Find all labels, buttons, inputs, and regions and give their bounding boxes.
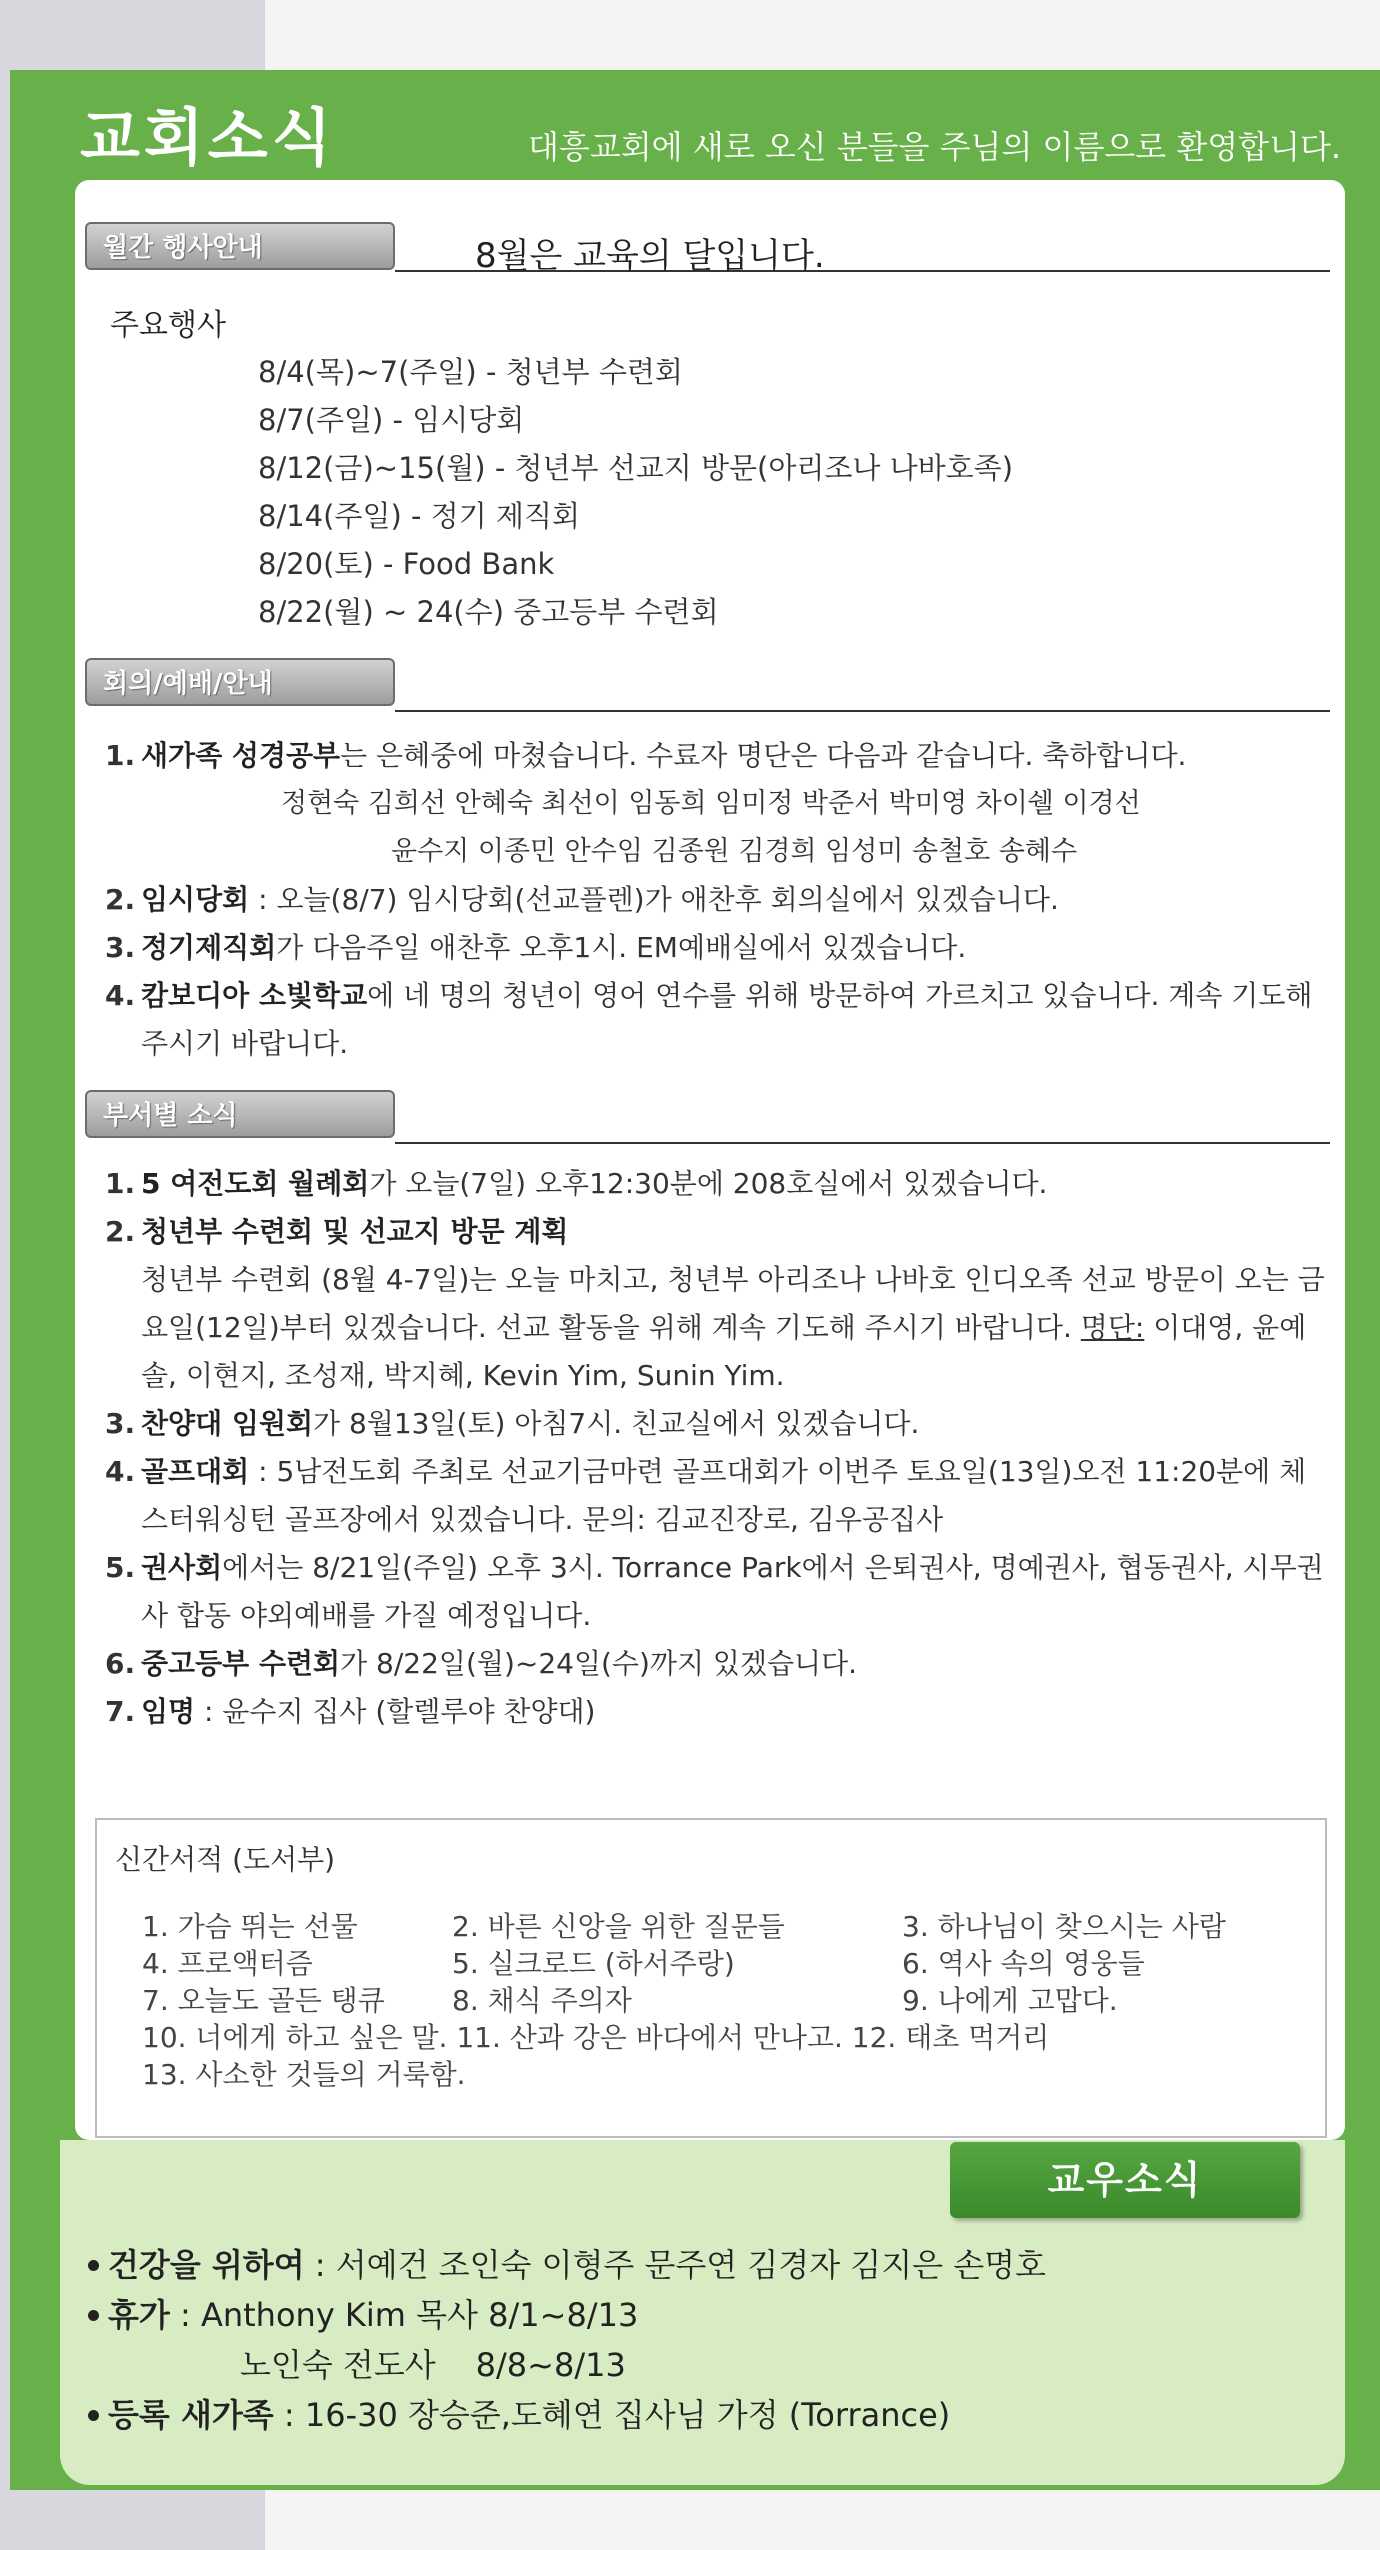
list-item [105,972,1330,1068]
list-item [108,2390,1046,2440]
book-item: 10. 너에게 하고 싶은 말. 11. 산과 강은 바다에서 만나고. 12. 태초 먹거리 [142,2021,1050,2054]
item-heading: 청년부 수련회 및 선교지 방문 계획 [141,1215,569,1248]
item-heading: 5 여전도회 월례회 [141,1167,370,1200]
bullet-icon [88,2310,99,2321]
list-item [105,732,1330,876]
item-number: 3. [105,1407,136,1440]
list-item: 8/14(주일) - 정기 제직회 [258,499,580,533]
item-number: 2. [105,1215,136,1248]
item-text: 가 8월13일(토) 아침7시. 친교실에서 있겠습니다. [313,1407,920,1440]
list-item: 8/22(월) ~ 24(수) 중고등부 수련회 [258,595,719,629]
list-item [108,2240,1046,2290]
book-item: 9. 나에게 고맙다. [902,1984,1118,2017]
list-item [105,1544,1330,1640]
book-item: 3. 하나님이 찾으시는 사람 [902,1910,1226,1943]
list-item: 8/20(토) - Food Bank [258,547,555,581]
participant-names: 이대영, 윤예솔, 이현지, 조성재, 박지혜, Kevin Yim, Sunin Yim. [141,1311,1307,1392]
page-subtitle: 대흥교회에 새로 오신 분들을 주님의 이름으로 환영합니다. [528,128,1342,166]
list-item: 8/7(주일) - 임시당회 [258,403,525,437]
new-books-box [95,1818,1327,2138]
book-item: 13. 사소한 것들의 거룩함. [142,2058,466,2091]
tab-departments: 부서별 소식 [85,1090,395,1138]
item-text: 노인숙 전도사 [240,2346,436,2384]
item-number: 7. [105,1695,136,1728]
item-text: : 윤수지 집사 (할렐루야 찬양대) [195,1695,596,1728]
divider [395,1142,1330,1144]
item-text: 8/8~8/13 [475,2346,626,2384]
events-list [258,348,1013,636]
item-text: : 서예건 조인숙 이형주 문주연 김경자 김지은 손명호 [304,2246,1046,2284]
item-number: 3. [105,931,136,964]
list-item [105,1448,1330,1544]
book-item: 6. 역사 속의 영웅들 [902,1947,1145,1980]
list-item [105,1160,1330,1208]
book-item: 7. 오늘도 골든 탱큐 [142,1984,385,2017]
list-item [105,1208,1330,1400]
books-list [142,1908,1322,2093]
graduate-names: 정현숙 김희선 안혜숙 최선이 임동희 임미정 박준서 박미영 차이쉘 이경선 [281,788,1141,819]
tab-meetings: 회의/예배/안내 [85,658,395,706]
item-heading: 건강을 위하여 [108,2246,305,2284]
item-heading: 찬양대 임원회 [141,1407,314,1440]
list-item: 8/12(금)~15(월) - 청년부 선교지 방문(아리조나 나바호족) [258,451,1014,485]
meetings-list [105,732,1330,1068]
item-text: 가 오늘(7일) 오후12:30분에 208호실에서 있겠습니다. [369,1167,1048,1200]
page-title: 교회소식 [80,101,336,174]
item-heading: 임시당회 [141,883,250,916]
item-number: 2. [105,883,136,916]
item-number: 6. [105,1647,136,1680]
item-text: : 16-30 장승준,도혜연 집사님 가정 (Torrance) [273,2396,951,2434]
book-item: 8. 채식 주의자 [452,1984,632,2017]
item-heading: 휴가 [108,2296,170,2334]
item-text: 가 8/22일(월)~24일(수)까지 있겠습니다. [340,1647,858,1680]
item-number: 4. [105,1455,136,1488]
departments-list [105,1160,1330,1736]
list-item [108,2290,1046,2340]
item-number: 5. [105,1551,136,1584]
list-item [105,1640,1330,1688]
books-title: 신간서적 (도서부) [115,1843,336,1876]
list-item [108,2340,1046,2390]
item-heading: 캄보디아 소빛학교 [141,979,368,1012]
graduate-names: 윤수지 이종민 안수임 김종원 김경희 임성미 송철호 송혜수 [391,836,1078,867]
item-number: 1. [105,1167,136,1200]
book-item: 1. 가슴 뛰는 선물 [142,1910,358,1943]
list-item [105,924,1330,972]
names-label: 명단: [1080,1311,1145,1344]
item-number: 4. [105,979,136,1012]
bullet-icon [88,2260,99,2271]
item-heading: 골프대회 [141,1455,250,1488]
list-item [105,1400,1330,1448]
item-text: 청년부 수련회 (8월 4-7일)는 오늘 마치고, 청년부 아리조나 나바호 인디오족 선교 방문이 오는 금요일(12일)부터 있겠습니다. 선교 활동을 위해 계속 기도해 주시기 바랍니다. [141,1263,1325,1344]
item-heading: 새가족 성경공부 [141,739,341,772]
item-text: : 5남전도회 주최로 선교기금마련 골프대회가 이번주 토요일(13일)오전 11:20분에 체스터워싱턴 골프장에서 있겠습니다. 문의: 김교진장로, 김우공집사 [141,1455,1307,1536]
item-heading: 임명 [141,1695,196,1728]
book-item: 4. 프로액터즘 [142,1947,313,1980]
item-text: 에서는 8/21일(주일) 오후 3시. Torrance Park에서 은퇴권사, 명예권사, 협동권사, 시무권사 합동 야외예배를 가질 예정입니다. [141,1551,1324,1632]
member-news-badge: 교우소식 [950,2142,1300,2218]
events-heading: 주요행사 [110,308,226,343]
book-item: 2. 바른 신앙을 위한 질문들 [452,1910,785,1943]
monthly-headline: 8월은 교육의 달입니다. [475,236,825,276]
item-text: : Anthony Kim 목사 8/1~8/13 [169,2296,639,2334]
member-news-list [108,2240,1046,2440]
item-text: 에 네 명의 청년이 영어 연수를 위해 방문하여 가르치고 있습니다. 계속 기도해 주시기 바랍니다. [141,979,1313,1060]
list-item [105,1688,1330,1736]
item-text: : 오늘(8/7) 임시당회(선교플렌)가 애찬후 회의실에서 있겠습니다. [249,883,1059,916]
item-heading: 권사회 [141,1551,223,1584]
item-number: 1. [105,739,136,772]
tab-monthly-events: 월간 행사안내 [85,222,395,270]
item-text: 는 은혜중에 마쳤습니다. 수료자 명단은 다음과 같습니다. 축하합니다. [340,739,1187,772]
item-heading: 정기제직회 [141,931,277,964]
item-heading: 등록 새가족 [108,2396,274,2434]
book-item: 5. 실크로드 (하서주랑) [452,1947,735,1980]
divider [395,710,1330,712]
list-item [105,876,1330,924]
list-item: 8/4(목)~7(주일) - 청년부 수련회 [258,355,683,389]
item-text: 가 다음주일 애찬후 오후1시. EM예배실에서 있겠습니다. [276,931,967,964]
bullet-icon [88,2410,99,2421]
item-heading: 중고등부 수련회 [141,1647,341,1680]
